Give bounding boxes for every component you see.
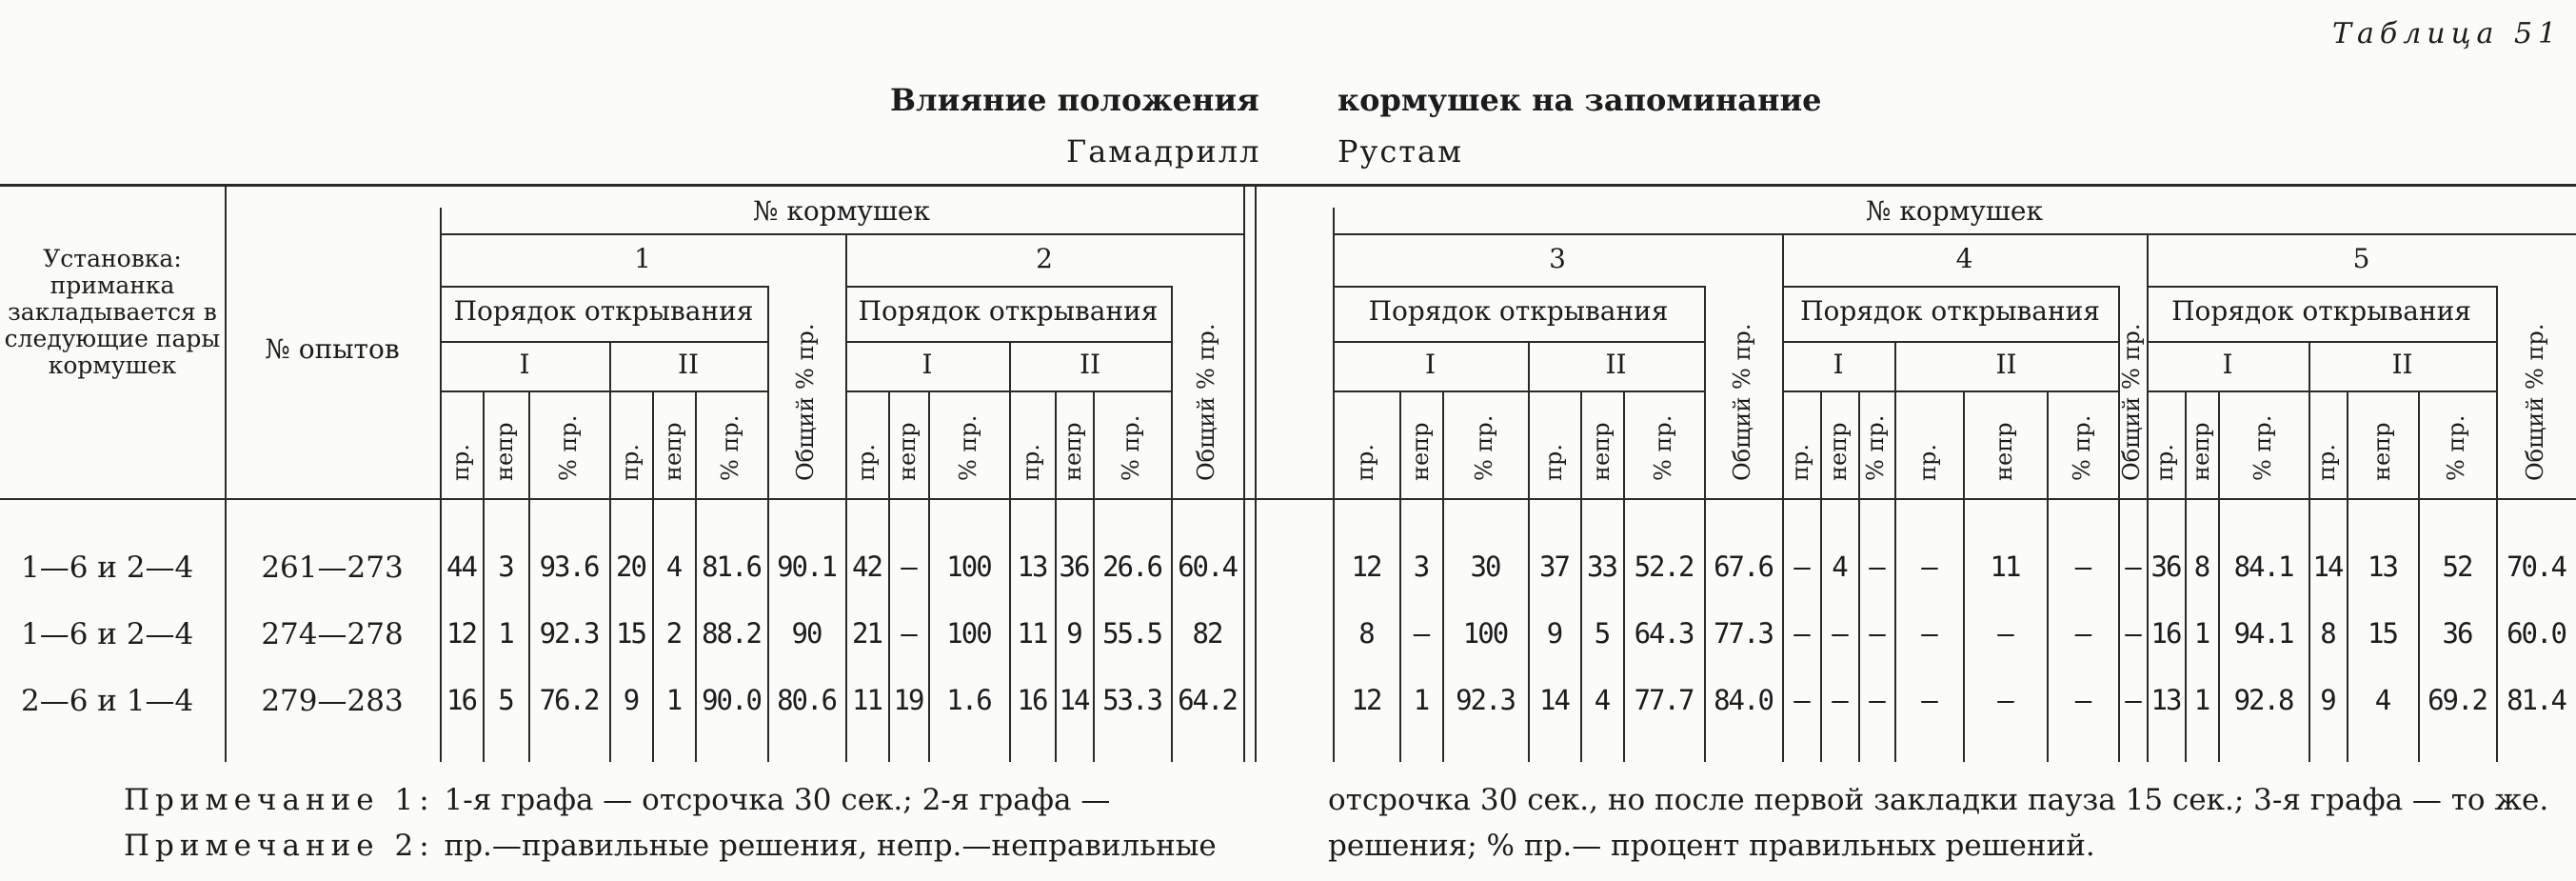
order-header: Порядок открывания: [858, 295, 1159, 327]
table-cell: 12: [446, 617, 476, 650]
sub-header: пр.: [2151, 444, 2178, 481]
table-cell: —: [1921, 684, 1936, 716]
table-cell: 1: [2193, 684, 2209, 716]
table-cell: —: [2125, 617, 2140, 650]
roman-II: II: [2391, 349, 2413, 380]
table-cell: 77.7: [1634, 684, 1694, 716]
table-cell: 1.6: [946, 684, 991, 716]
table-cell: —: [1832, 617, 1847, 650]
table-cell: 76.2: [539, 684, 599, 716]
sub-header: % пр.: [554, 414, 582, 481]
table-cell: 64.3: [1634, 617, 1694, 650]
table-cell: 80.6: [777, 684, 836, 716]
table-cell: 5: [1594, 617, 1610, 650]
table-cell: 92.3: [539, 617, 599, 650]
table-cell: 94.1: [2233, 617, 2293, 650]
title-right: кормушек на запоминание: [1338, 82, 1822, 118]
sub-header: % пр.: [1862, 414, 1889, 481]
order-header: Порядок открывания: [2171, 295, 2471, 327]
table-cell: 36: [2442, 617, 2472, 650]
feeder-number-5: 5: [2352, 243, 2370, 274]
rule-line: [440, 233, 1243, 235]
table-cell: 82: [1192, 617, 1222, 650]
table-cell: 37: [1539, 551, 1569, 583]
table-cell: 77.3: [1714, 617, 1773, 650]
table-cell: 8: [2320, 617, 2335, 650]
order-header: Порядок открывания: [1368, 295, 1669, 327]
table-cell: —: [1869, 551, 1884, 583]
table-cell: 16: [446, 684, 476, 716]
table-cell: 11: [1017, 617, 1047, 650]
table-cell: 88.2: [702, 617, 761, 650]
row-trials: 274—278: [261, 617, 404, 651]
table-cell: 9: [623, 684, 639, 716]
roman-I: I: [921, 349, 933, 380]
table-number: Таблица 51: [2332, 17, 2563, 50]
table-cell: 13: [2368, 551, 2397, 583]
table-cell: 60.0: [2507, 617, 2566, 650]
table-cell: 67.6: [1714, 551, 1773, 583]
row-trials: 261—273: [261, 551, 404, 585]
roman-II: II: [1079, 349, 1101, 380]
table-cell: 3: [1413, 551, 1429, 583]
sub-header: непр: [1406, 422, 1434, 481]
table-cell: —: [2125, 551, 2140, 583]
setup-header: Установка: приманка закладывается в следующие пары кормушек: [4, 245, 221, 379]
subject-right: Рустам: [1338, 133, 1463, 170]
table-cell: 14: [1059, 684, 1089, 716]
roman-I: I: [1833, 349, 1844, 380]
sub-header: непр: [2187, 422, 2214, 481]
table-cell: —: [1793, 617, 1809, 650]
roman-II: II: [1605, 349, 1627, 380]
trials-header: № опытов: [265, 333, 400, 365]
table-cell: 9: [1066, 617, 1081, 650]
table-cell: 42: [852, 551, 882, 583]
sub-header: % пр.: [1118, 414, 1144, 481]
roman-I: I: [1424, 349, 1437, 380]
table-cell: 30: [1470, 551, 1500, 583]
note-2-right: решения; % пр.— процент правильных решений.: [1328, 829, 2095, 863]
total-header: Общий % пр.: [1193, 323, 1219, 481]
table-cell: 36: [2150, 551, 2181, 583]
sub-header: непр: [1991, 422, 2017, 481]
sub-header: % пр.: [2249, 414, 2276, 481]
order-header: Порядок открывания: [453, 295, 754, 327]
total-header: Общий % пр.: [792, 323, 819, 481]
total-header: Общий % пр.: [2522, 323, 2548, 481]
table-cell: 36: [1059, 551, 1089, 583]
sub-header: непр: [894, 422, 921, 481]
sub-header: непр: [1587, 422, 1615, 481]
table-cell: 100: [1462, 617, 1508, 650]
note-1-left: Примечание 1: 1-я графа — отсрочка 30 сек.; 2-я графа —: [124, 783, 1111, 817]
table-cell: 11: [852, 684, 882, 716]
table-cell: 100: [946, 617, 991, 650]
table-cell: 12: [1351, 551, 1381, 583]
table-cell: —: [1793, 684, 1809, 716]
rule-line: [2147, 286, 2496, 288]
table-cell: 33: [1587, 551, 1616, 583]
table-cell: 92.3: [1456, 684, 1515, 716]
row-setup: 1—6 и 2—4: [21, 551, 194, 585]
order-header: Порядок открывания: [1800, 295, 2100, 327]
table-cell: —: [1832, 684, 1847, 716]
sub-header: % пр.: [1649, 414, 1676, 481]
table-cell: 8: [2193, 551, 2209, 583]
table-cell: 90.0: [702, 684, 761, 716]
sub-header: пр.: [446, 444, 474, 481]
rule-line: [1333, 233, 2576, 235]
feeders-header-2: № кормушек: [1865, 195, 2044, 227]
table-cell: 13: [2150, 684, 2181, 716]
table-cell: 15: [2368, 617, 2397, 650]
table-cell: —: [2125, 684, 2140, 716]
table-cell: 55.5: [1102, 617, 1161, 650]
sub-header: % пр.: [2443, 414, 2469, 481]
roman-I: I: [2222, 349, 2233, 380]
table-cell: 3: [498, 551, 513, 583]
sub-header: % пр.: [954, 414, 981, 481]
table-cell: 69.2: [2427, 684, 2487, 716]
table-cell: —: [901, 551, 916, 583]
table-cell: 44: [446, 551, 476, 583]
sub-header: непр: [659, 422, 686, 481]
table-cell: 4: [2374, 684, 2390, 716]
rule-line: [1782, 390, 2118, 392]
rule-line: [1333, 390, 1704, 392]
rule-line: [845, 390, 1171, 392]
title-left: Влияние положения: [890, 82, 1259, 118]
rule-line: [845, 286, 1171, 288]
total-header: Общий % пр.: [1729, 323, 1755, 481]
table-cell: —: [1413, 617, 1429, 650]
rule-line: [0, 184, 2576, 187]
sub-header: непр: [2368, 422, 2395, 481]
table-cell: 8: [1358, 617, 1374, 650]
sub-header: пр.: [1914, 444, 1941, 481]
sub-header: пр.: [1787, 444, 1813, 481]
feeders-header-1: № кормушек: [752, 195, 931, 227]
rule-line: [1782, 341, 2118, 343]
table-cell: —: [1921, 551, 1936, 583]
table-cell: 84.1: [2233, 551, 2293, 583]
sub-header: пр.: [616, 444, 644, 481]
rule-line: [1255, 184, 1257, 762]
rule-line: [845, 341, 1171, 343]
table-cell: 1: [498, 617, 513, 650]
note-2-left: Примечание 2: пр.—правильные решения, непр.—неправильные: [124, 829, 1217, 863]
table-cell: 1: [1413, 684, 1429, 716]
rule-line: [1333, 341, 1704, 343]
rule-line: [1243, 184, 1245, 762]
table-cell: —: [1869, 684, 1884, 716]
table-cell: —: [1997, 684, 2012, 716]
rule-line: [1333, 286, 1704, 288]
table-cell: 90: [791, 617, 822, 650]
table-cell: 100: [946, 551, 991, 583]
table-cell: 93.6: [539, 551, 599, 583]
rule-line: [1782, 286, 2118, 288]
table-cell: —: [2074, 551, 2091, 583]
table-cell: 1: [665, 684, 682, 716]
table-cell: 70.4: [2507, 551, 2566, 583]
table-cell: —: [1869, 617, 1884, 650]
table-cell: 16: [1017, 684, 1047, 716]
table-cell: 4: [665, 551, 682, 583]
sub-header: пр.: [1018, 444, 1044, 481]
rule-line: [440, 341, 767, 343]
table-cell: 4: [1594, 684, 1610, 716]
row-trials: 279—283: [261, 684, 404, 718]
sub-header: % пр.: [717, 414, 743, 481]
table-cell: —: [1921, 617, 1936, 650]
table-cell: 92.8: [2233, 684, 2293, 716]
rule-line: [440, 208, 442, 762]
rule-line: [440, 286, 767, 288]
table-cell: 26.6: [1102, 551, 1161, 583]
feeder-number-1: 1: [634, 243, 651, 274]
table-cell: 19: [893, 684, 923, 716]
rule-line: [0, 498, 2576, 500]
sub-header: непр: [1825, 422, 1852, 481]
table-cell: 64.2: [1178, 684, 1237, 716]
rule-line: [2147, 341, 2496, 343]
rule-line: [2147, 390, 2496, 392]
rule-line: [440, 390, 767, 392]
table-cell: 2: [665, 617, 682, 650]
rule-line: [1333, 208, 1335, 762]
rule-line: [225, 184, 227, 762]
table-cell: —: [1793, 551, 1809, 583]
total-header: Общий % пр.: [2118, 323, 2145, 481]
feeder-number-4: 4: [1955, 243, 1973, 274]
roman-II: II: [1995, 349, 2017, 380]
table-cell: 4: [1832, 551, 1847, 583]
sub-header: пр.: [1352, 444, 1378, 481]
table-cell: 90.1: [777, 551, 836, 583]
sub-header: непр: [491, 422, 518, 481]
table-cell: —: [2074, 617, 2091, 650]
feeder-number-2: 2: [1036, 243, 1053, 274]
table-cell: 53.3: [1102, 684, 1161, 716]
table-cell: 11: [1990, 551, 2020, 583]
table-cell: 1: [2193, 617, 2209, 650]
table-cell: —: [1997, 617, 2012, 650]
feeder-number-3: 3: [1549, 243, 1566, 274]
table-cell: 5: [498, 684, 513, 716]
row-setup: 1—6 и 2—4: [21, 617, 194, 651]
sub-header: % пр.: [2068, 414, 2095, 481]
table-cell: 14: [1539, 684, 1569, 716]
table-cell: 52: [2442, 551, 2472, 583]
table-cell: 21: [852, 617, 882, 650]
table-cell: 14: [2312, 551, 2343, 583]
sub-header: % пр.: [1471, 414, 1497, 481]
table-cell: 81.4: [2507, 684, 2566, 716]
note-1-right: отсрочка 30 сек., но после первой закладки пауза 15 сек.; 3-я графа — то же.: [1328, 783, 2549, 817]
table-cell: 60.4: [1178, 551, 1237, 583]
table-cell: 81.6: [702, 551, 761, 583]
table-cell: 84.0: [1714, 684, 1773, 716]
table-cell: —: [901, 617, 916, 650]
table-cell: 9: [2320, 684, 2335, 716]
table-cell: 52.2: [1634, 551, 1694, 583]
roman-II: II: [677, 349, 700, 380]
table-cell: 12: [1351, 684, 1381, 716]
table-cell: —: [2074, 684, 2091, 716]
table-cell: 20: [616, 551, 645, 583]
table-cell: 16: [2150, 617, 2181, 650]
table-cell: 13: [1017, 551, 1047, 583]
row-setup: 2—6 и 1—4: [21, 684, 194, 718]
sub-header: непр: [1060, 422, 1086, 481]
table-cell: 15: [616, 617, 645, 650]
table-cell: 9: [1546, 617, 1562, 650]
sub-header: пр.: [852, 444, 880, 481]
sub-header: пр.: [2313, 444, 2340, 481]
roman-I: I: [519, 349, 530, 380]
sub-header: пр.: [1539, 444, 1567, 481]
subject-left: Гамадрилл: [1066, 133, 1261, 170]
